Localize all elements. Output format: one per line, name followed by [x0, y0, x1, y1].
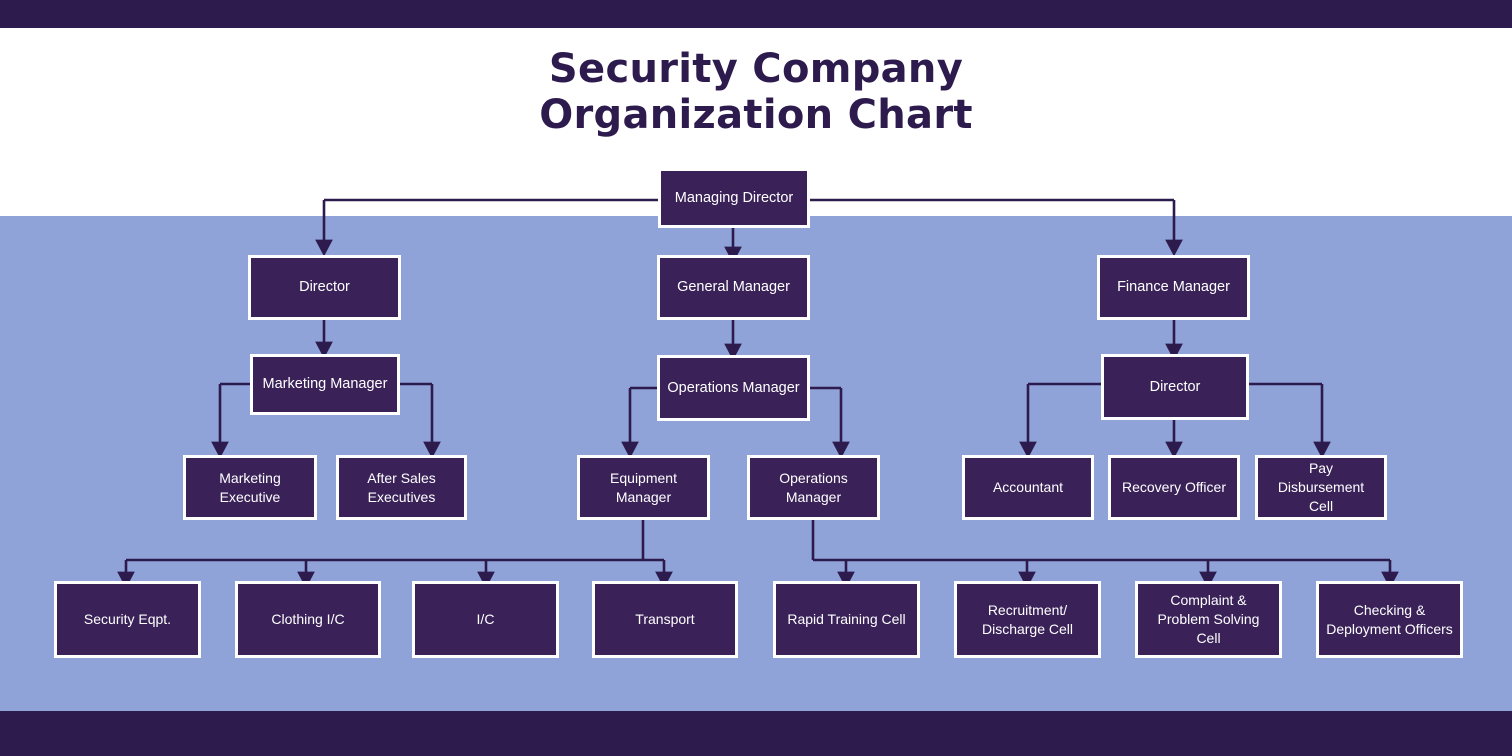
node-label: Managing Director [674, 189, 794, 206]
node-marketing-executive[interactable] [183, 455, 317, 520]
node-label: Director [1149, 378, 1201, 395]
node-label: Marketing Executive [219, 469, 281, 505]
node-ic[interactable] [412, 581, 559, 658]
node-label: Checking & Deployment Officers [1326, 601, 1453, 637]
node-label: Equipment Manager [610, 469, 677, 505]
node-label: Operations Manager [779, 469, 848, 505]
node-label: Recovery Officer [1122, 479, 1226, 495]
page-title-line2: Organization Chart [539, 92, 973, 138]
bottom-color-band [0, 711, 1512, 756]
node-label: Clothing I/C [271, 611, 345, 627]
node-accountant[interactable] [962, 455, 1094, 520]
node-checking-deployment-officers[interactable] [1316, 581, 1463, 658]
top-color-band [0, 0, 1512, 28]
node-operations-manager-top[interactable] [657, 355, 810, 421]
node-rapid-training-cell[interactable] [773, 581, 920, 658]
node-general-manager[interactable] [657, 255, 810, 320]
node-security-eqpt[interactable] [54, 581, 201, 658]
node-managing-director[interactable] [658, 168, 810, 228]
node-label: Accountant [992, 479, 1064, 495]
page-title [0, 46, 1512, 138]
node-operations-manager-sub[interactable] [747, 455, 880, 520]
node-director-marketing[interactable] [248, 255, 401, 320]
node-label: Recruitment/ Discharge Cell [981, 601, 1074, 637]
node-pay-disbursement-cell[interactable] [1255, 455, 1387, 520]
page-title-line1: Security Company [548, 46, 964, 92]
node-marketing-manager[interactable] [250, 354, 400, 415]
node-complaint-problem-solving-cell[interactable] [1135, 581, 1282, 658]
node-label: Security Eqpt. [83, 611, 172, 627]
node-recovery-officer[interactable] [1108, 455, 1240, 520]
node-clothing-ic[interactable] [235, 581, 381, 658]
node-label: Marketing Manager [262, 376, 388, 392]
node-label: Director [299, 279, 350, 295]
node-label: Operations Manager [667, 379, 800, 396]
node-label: Rapid Training Cell [787, 611, 906, 627]
node-recruitment-discharge-cell[interactable] [954, 581, 1101, 658]
node-equipment-manager[interactable] [577, 455, 710, 520]
node-after-sales-executives[interactable] [336, 455, 467, 520]
node-label: I/C [476, 611, 495, 627]
node-director-finance[interactable] [1101, 354, 1249, 420]
node-label: Finance Manager [1117, 279, 1230, 295]
node-label: After Sales Executives [367, 469, 436, 505]
node-transport[interactable] [592, 581, 738, 658]
node-label: General Manager [677, 279, 790, 295]
node-label: Pay Disbursement Cell [1277, 460, 1365, 514]
node-label: Complaint & Problem Solving Cell [1157, 592, 1260, 646]
node-label: Transport [635, 611, 695, 627]
node-finance-manager[interactable] [1097, 255, 1250, 320]
